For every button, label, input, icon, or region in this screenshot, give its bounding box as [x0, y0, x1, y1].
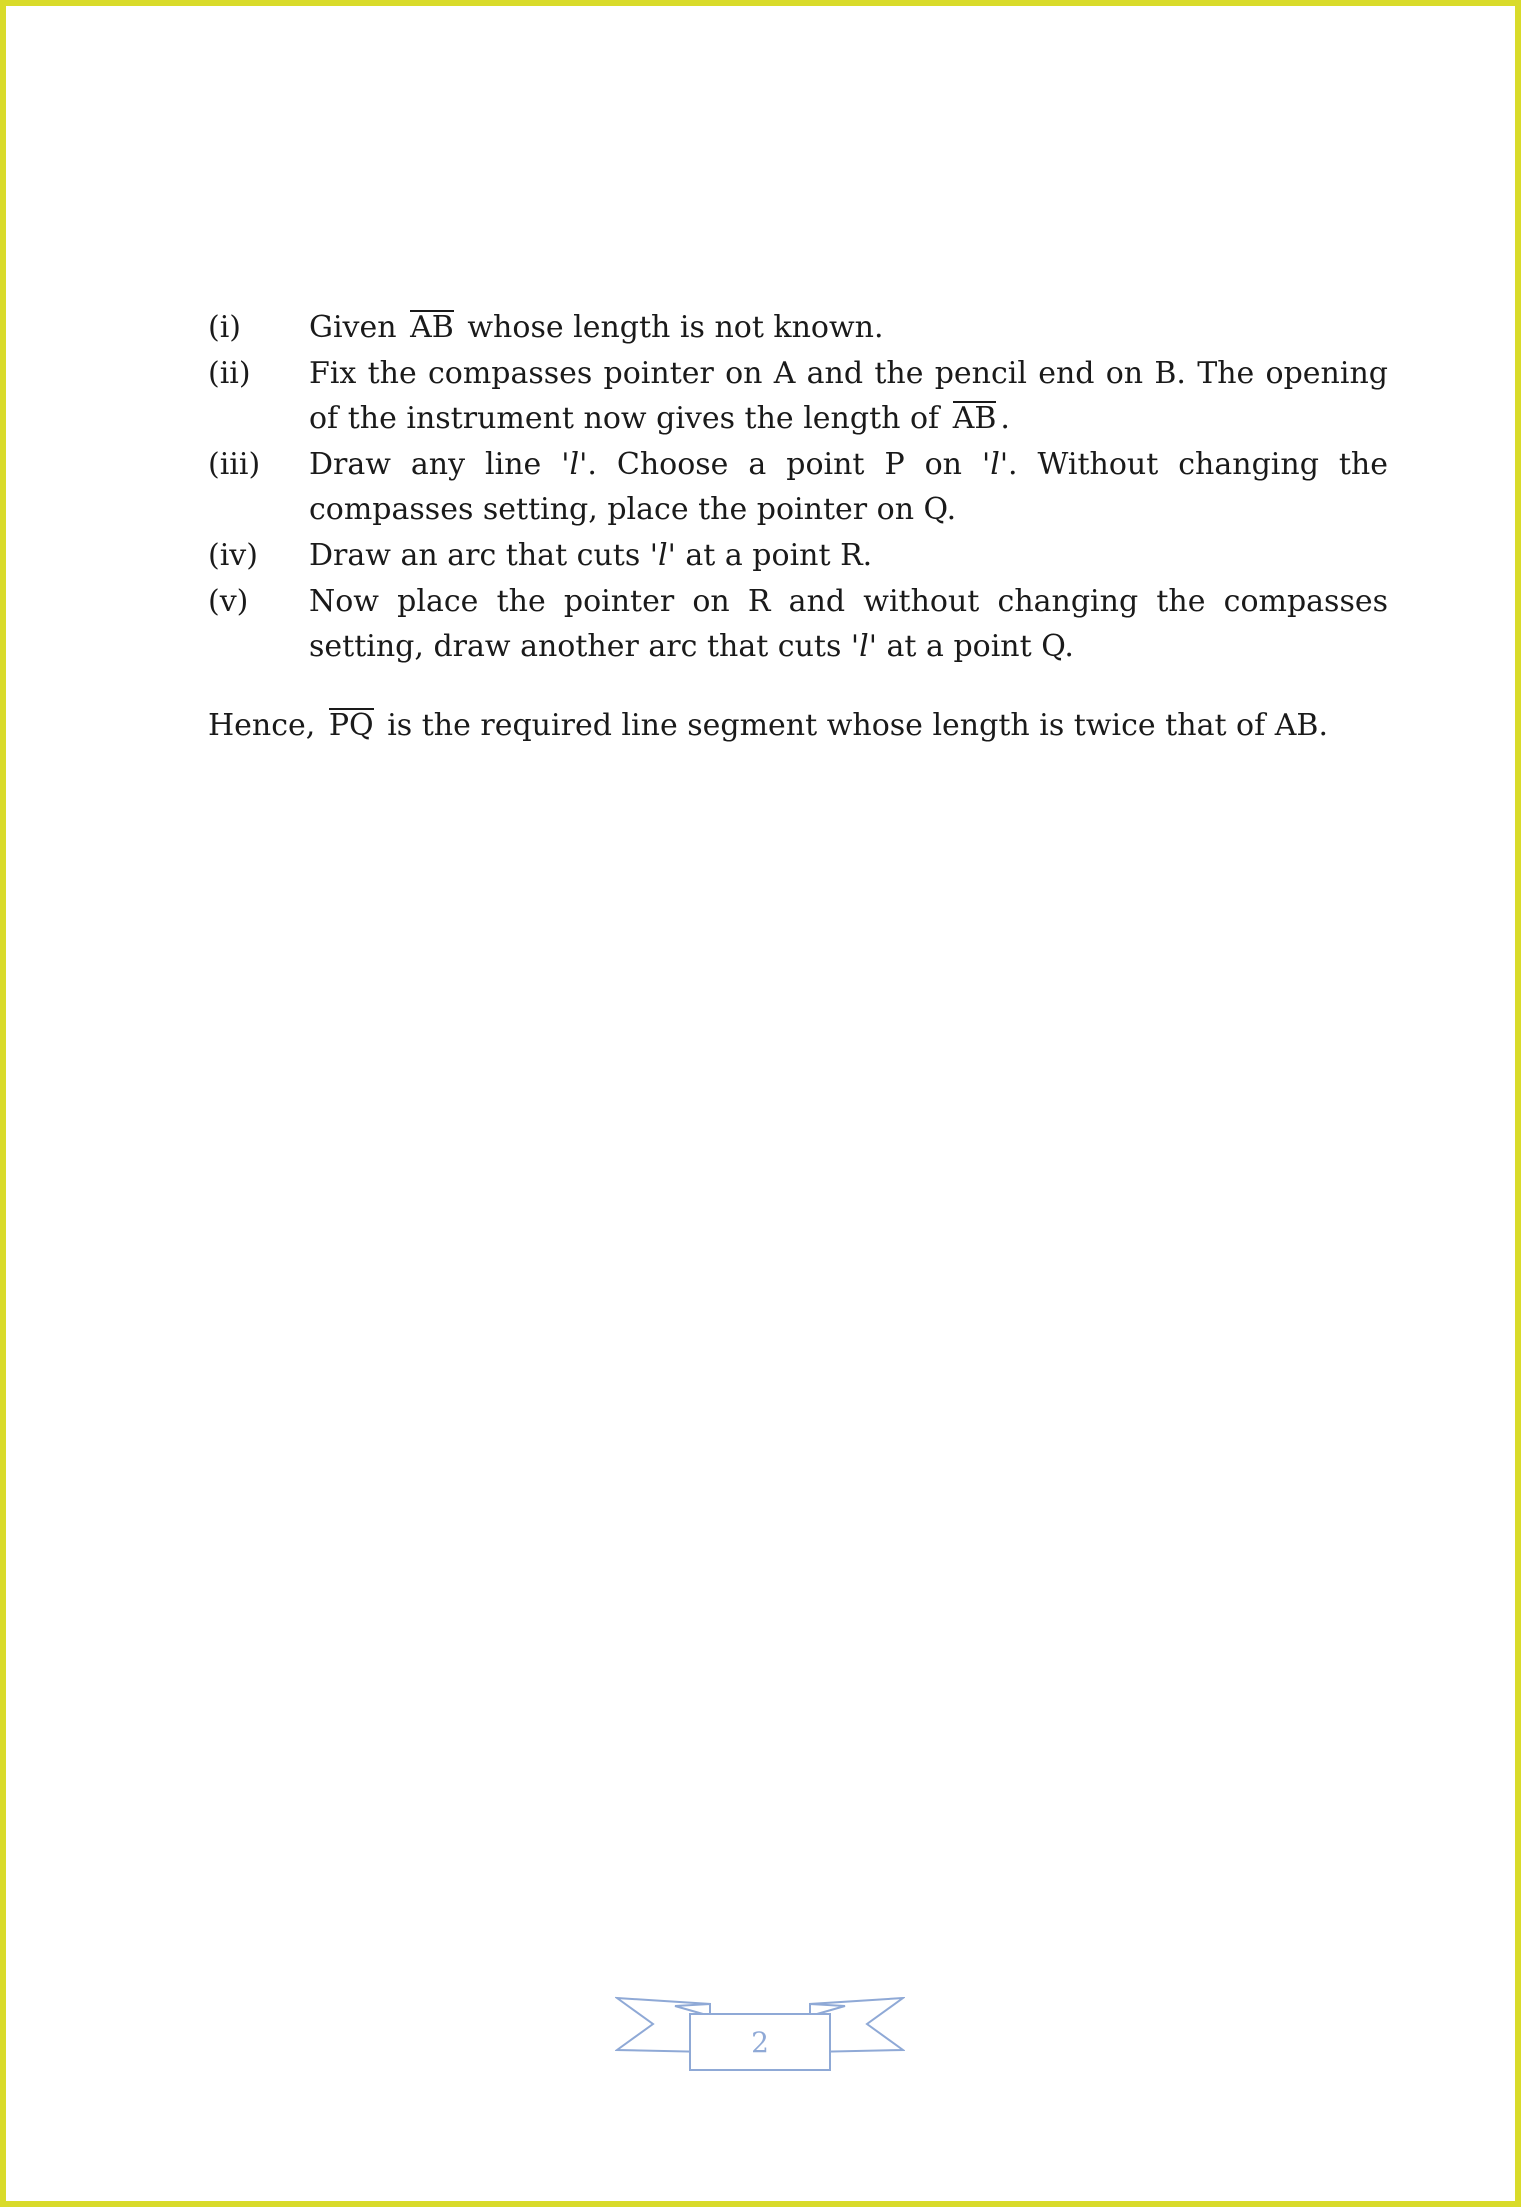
step-v [208, 579, 1388, 669]
step-number: (i) [208, 310, 242, 345]
step-number: (iv) [208, 538, 258, 573]
segment-ab: AB [952, 401, 997, 436]
step-text [309, 579, 1388, 669]
segment-pq: PQ [328, 708, 374, 743]
line-l-symbol: l [859, 629, 869, 664]
line-l-symbol: l [569, 447, 580, 482]
text-run: ' at a point Q. [868, 629, 1074, 664]
text-run: '. Choose a point P on ' [579, 447, 991, 482]
segment-ab: AB [410, 310, 454, 345]
line-l-symbol: l [990, 447, 1000, 482]
step-text [309, 351, 1388, 441]
line-l-symbol: l [658, 538, 668, 573]
step-number: (iii) [208, 447, 261, 482]
text-run: ' at a point R. [667, 538, 873, 573]
step-i [208, 305, 1388, 350]
text-run: whose length is not known. [457, 310, 884, 345]
text-run: Now place the pointer on R and without changing the compasses setting, draw another arc that cuts ' [309, 584, 1388, 664]
step-iii [208, 442, 1388, 532]
step-ii [208, 351, 1388, 441]
page-number-ribbon [615, 1990, 905, 2072]
text-run: Draw an arc that cuts ' [309, 538, 659, 573]
step-number: (ii) [208, 356, 251, 391]
text-run: Given [309, 310, 407, 345]
text-run: Fix the compasses pointer on A and the pencil end on B. The opening of the instrument now gives the length of [309, 356, 1388, 436]
step-number: (v) [208, 584, 249, 619]
step-iv [208, 533, 1388, 578]
text-run: Hence, [208, 708, 325, 743]
text-run: '. Without changing the compasses setting, place the pointer on Q. [309, 447, 1388, 527]
text-run: Draw any line ' [309, 447, 570, 482]
step-text [309, 305, 1388, 350]
step-text [309, 442, 1388, 532]
text-run: . [1000, 401, 1010, 436]
conclusion [208, 703, 1388, 748]
step-text [309, 533, 1388, 578]
page-number: 2 [751, 2026, 769, 2059]
document-body [208, 305, 1388, 748]
text-run: is the required line segment whose length is twice that of AB. [377, 708, 1328, 743]
